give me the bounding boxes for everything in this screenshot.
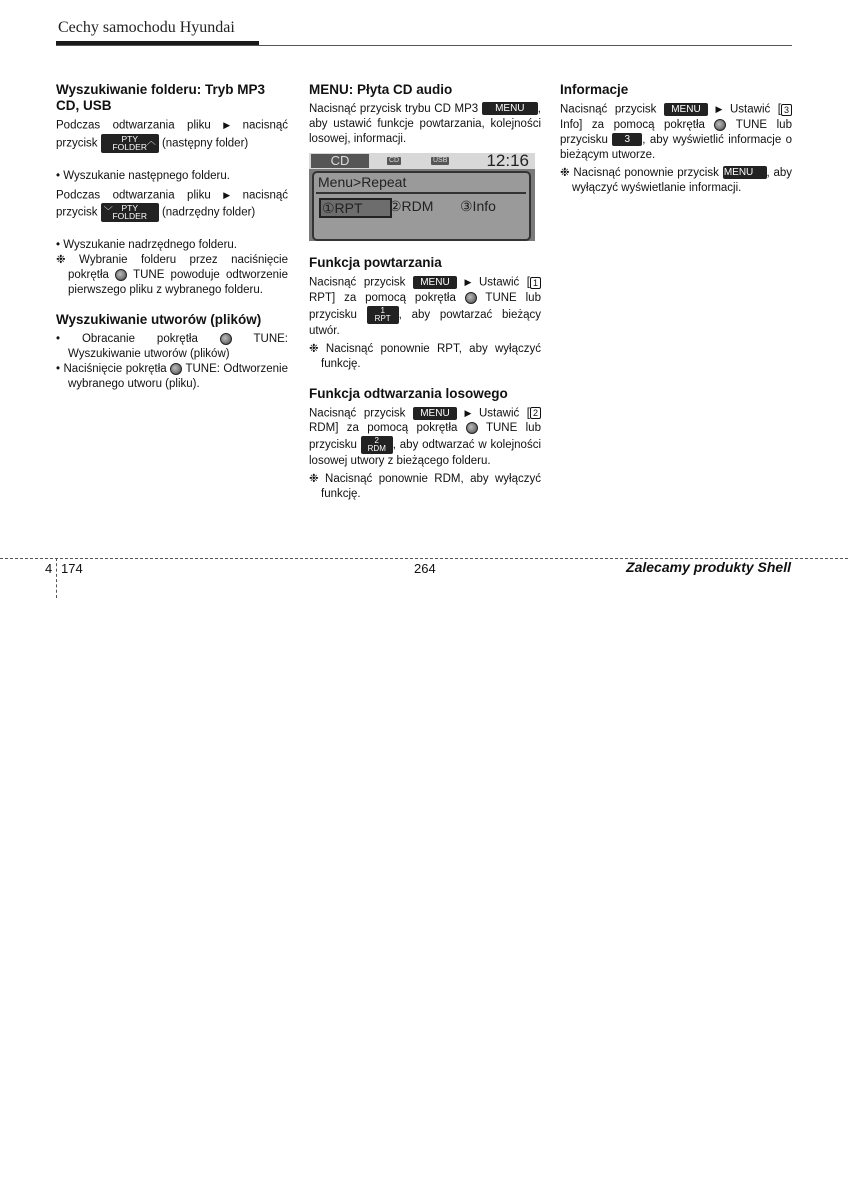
footer-chapter-number: 4 <box>45 561 53 576</box>
display-menu-panel <box>312 171 531 241</box>
bullet-parent-folder: • Wyszukanie nadrzędnego folderu. <box>56 239 238 252</box>
text: (nadrzędny folder) <box>161 206 256 219</box>
rdm-button <box>361 436 393 454</box>
chevron-up-icon: ︿ <box>146 135 156 146</box>
list-item <box>56 332 288 362</box>
heading-folder-search: Wyszukiwanie folderu: Tryb MP3 CD, USB <box>56 82 266 113</box>
button-number: 2 <box>374 436 379 446</box>
text: Podczas odtwarzania pliku <box>56 189 211 202</box>
chevron-down-icon: ﹀ <box>103 206 113 217</box>
text: • Naciśnięcie pokrętła <box>56 363 167 376</box>
footer-vertical-divider <box>56 558 57 598</box>
text: Ustawić [ <box>730 103 781 116</box>
footer-page-number: 174 <box>61 561 83 576</box>
display-option-rpt: ①RPT <box>319 198 392 218</box>
text: , aby odtwarzać w kolejności losowej utwory z bieżącego folderu. <box>309 439 541 468</box>
text: TUNE: Odtworzenie wybranego utworu (pliku). <box>68 363 288 391</box>
pty-folder-up-button <box>101 134 159 153</box>
display-option-rdm: ②RDM <box>389 198 434 214</box>
text: RDM] za pomocą pokrętła <box>309 422 458 435</box>
button-label-top: PTY <box>121 203 138 214</box>
text: Nacisnąć przycisk <box>560 103 657 116</box>
button-label: RPT <box>374 313 391 323</box>
note-repeat: ❉ Nacisnąć ponownie RPT, aby wyłączyć funkcję. <box>309 342 541 370</box>
column-2 <box>309 82 541 502</box>
button-label-bottom: FOLDER <box>112 141 147 152</box>
number-box: 3 <box>781 104 792 116</box>
text: TUNE: Wyszukiwanie utworów (plików) <box>68 333 288 361</box>
paragraph-info <box>560 102 792 163</box>
right-arrow-icon: ▶ <box>223 120 231 130</box>
tune-knob-icon <box>465 292 477 304</box>
text: Nacisnąć przycisk <box>309 276 406 289</box>
note-random: ❉ Nacisnąć ponownie RDM, aby wyłączyć funkcję. <box>309 473 541 501</box>
tune-knob-icon <box>170 363 182 375</box>
text: TUNE lub przycisku <box>309 291 541 321</box>
text: Info] za pomocą pokrętła <box>560 118 705 131</box>
footer-sheet-number: 264 <box>414 561 436 576</box>
paragraph-repeat <box>309 275 541 339</box>
menu-button: MENU <box>413 276 457 289</box>
display-mode-tab: CD <box>311 154 369 168</box>
pty-folder-down-button <box>101 203 159 222</box>
right-arrow-icon: ▶ <box>223 189 231 200</box>
text: nacisnąć przycisk <box>56 119 288 150</box>
text: • Obracanie pokrętła <box>56 333 198 346</box>
button-label-top: PTY <box>121 133 138 144</box>
cd-icon: CD <box>389 157 400 164</box>
head-unit-display <box>309 153 535 241</box>
list-item <box>56 362 288 392</box>
tune-knob-icon <box>466 422 478 434</box>
menu-button: MENU <box>723 166 767 179</box>
text: Ustawić [ <box>479 407 530 420</box>
text: Podczas odtwarzania pliku <box>56 119 211 132</box>
display-menu-path: Menu>Repeat <box>318 174 407 190</box>
heading-info: Informacje <box>560 82 629 97</box>
paragraph-next-folder <box>56 118 288 153</box>
text: TUNE powoduje odtworzenie pierwszego pliku z wybranego folderu. <box>68 269 288 297</box>
heading-menu-cd: MENU: Płyta CD audio <box>309 82 453 97</box>
button-label-bottom: FOLDER <box>112 211 147 222</box>
paragraph-parent-folder <box>56 188 288 223</box>
display-divider <box>316 192 526 194</box>
text: TUNE lub przycisku <box>560 118 792 146</box>
number-box: 2 <box>530 407 541 419</box>
right-arrow-icon: ▶ <box>464 407 472 418</box>
header-rule-thin <box>56 45 792 46</box>
right-arrow-icon: ▶ <box>715 104 723 114</box>
heading-track-search: Wyszukiwanie utworów (plików) <box>56 312 262 328</box>
page-header-title: Cechy samochodu Hyundai <box>58 19 235 36</box>
text: ❉ Wybranie folderu przez naciśnięcie pokrętła <box>56 254 288 282</box>
track-search-list <box>56 332 288 392</box>
text: ❉ Nacisnąć ponownie przycisk <box>560 166 719 179</box>
heading-random: Funkcja odtwarzania losowego <box>309 385 508 401</box>
note-info <box>560 166 792 196</box>
display-option-info: ③Info <box>460 198 496 214</box>
menu-button: MENU <box>482 102 538 115</box>
text: nacisnąć przycisk <box>56 189 288 219</box>
tune-knob-icon <box>220 333 232 345</box>
info-3-button: 3 <box>612 133 642 146</box>
bullet-next-folder: • Wyszukanie następnego folderu. <box>56 169 230 182</box>
footer-slogan: Zalecamy produkty Shell <box>626 559 791 575</box>
text: , aby wyłączyć wyświetlanie informacji. <box>572 166 792 194</box>
rpt-button <box>367 306 399 324</box>
paragraph-random <box>309 406 541 470</box>
column-1 <box>56 82 288 392</box>
button-label: RDM <box>367 444 386 454</box>
text: TUNE lub przycisku <box>309 422 541 452</box>
note-folder-select <box>56 253 288 298</box>
text: , aby powtarzać bieżący utwór. <box>309 308 541 337</box>
number-box: 1 <box>530 277 541 289</box>
menu-button: MENU <box>413 407 457 420</box>
right-arrow-icon: ▶ <box>464 277 472 287</box>
text: Nacisnąć przycisk <box>309 407 406 420</box>
tune-knob-icon <box>115 269 127 281</box>
text: (następny folder) <box>161 137 249 150</box>
tune-knob-icon <box>714 119 726 131</box>
text: , aby wyświetlić informacje o bieżącym utworze. <box>560 133 792 161</box>
text: , aby ustawić funkcje powtarzania, kolejności losowej, informacji. <box>309 103 541 145</box>
usb-icon: USB <box>433 157 448 164</box>
button-number: 1 <box>380 305 385 315</box>
column-3 <box>560 82 792 196</box>
display-clock: 12:16 <box>486 151 529 170</box>
text: Nacisnąć przycisk trybu CD MP3 <box>309 103 479 115</box>
heading-repeat: Funkcja powtarzania <box>309 255 442 270</box>
paragraph-menu-cd <box>309 102 541 147</box>
menu-button: MENU <box>664 103 708 116</box>
text: RPT] za pomocą pokrętła <box>309 291 456 304</box>
text: Ustawić [ <box>479 276 530 289</box>
